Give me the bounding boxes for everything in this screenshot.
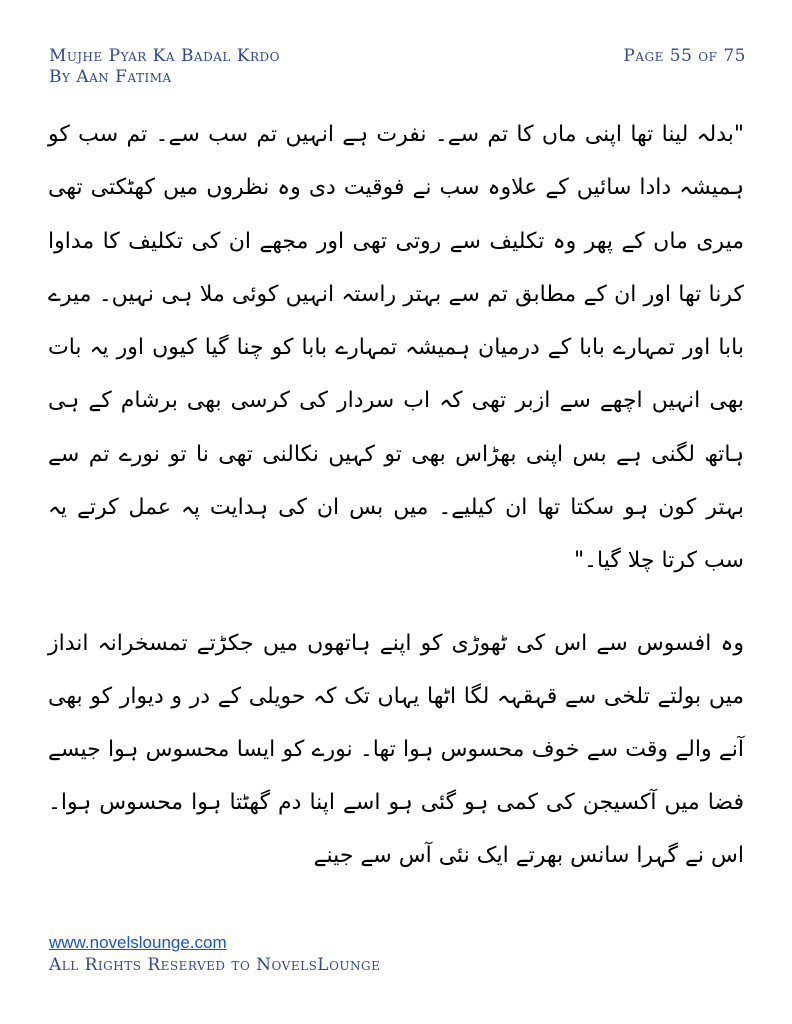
copyright-notice: All Rights Reserved to NovelsLounge [49, 955, 381, 975]
author-name: By Aan Fatima [49, 67, 172, 87]
novel-title: Mujhe Pyar Ka Badal Krdo [49, 46, 280, 66]
page-number: Page 55 of 75 [623, 46, 746, 66]
document-body [48, 108, 744, 882]
body-paragraph-2: وہ افسوس سے اس کی ٹھوڑی کو اپنے ہاتھوں میں جکڑتے تمسخرانہ انداز میں بولتے تلخی سے قہقہہ لگا اٹھا یہاں تک کہ حویلی کے در و دیوار کو بھی آنے والے وقت سے خوف محسوس ہوا تھا۔ نورے کو ایسا محسوس ہوا جیسے فضا میں آکسیجن کی کمی ہو گئی ہو اسے اپنا دم گھٹتا ہوا محسوس ہوا۔ اس نے گہرا سانس بھرتے ایک نئی آس سے جینے [48, 630, 744, 868]
body-paragraph-1: "بدلہ لینا تھا اپنی ماں کا تم سے۔ نفرت ہے انہیں تم سب سے۔ تم سب کو ہمیشہ دادا سائیں کے علاوہ سب نے فوقیت دی وہ نظروں میں کھٹکتی تھی میری ماں کے پھر وہ تکلیف سے روتی تھی اور مجھے ان کی تکلیف کا مداوا کرنا تھا اور ان کے مطابق تم سے بہتر راستہ انہیں کوئی ملا ہی نہیں۔ میرے بابا اور تمہارے بابا کے درمیان ہمیشہ تمہارے بابا کو چنا گیا کیوں اور یہ بات بھی انہیں اچھے سے ازبر تھی کہ اب سردار کی کرسی بھی برشام کے ہی ہاتھ لگنی ہے بس اپنی بھڑاس بھی تو کہیں نکالنی تھی نا تو نورے تم سے بہتر کون ہو سکتا تھا ان کیلیے۔ میں بس ان کی ہدایت پہ عمل کرتے یہ سب کرتا چلا گیا۔" [48, 122, 744, 574]
website-link[interactable]: www.novelslounge.com [49, 933, 227, 952]
document-footer [49, 932, 380, 976]
document-header-left [49, 46, 280, 88]
